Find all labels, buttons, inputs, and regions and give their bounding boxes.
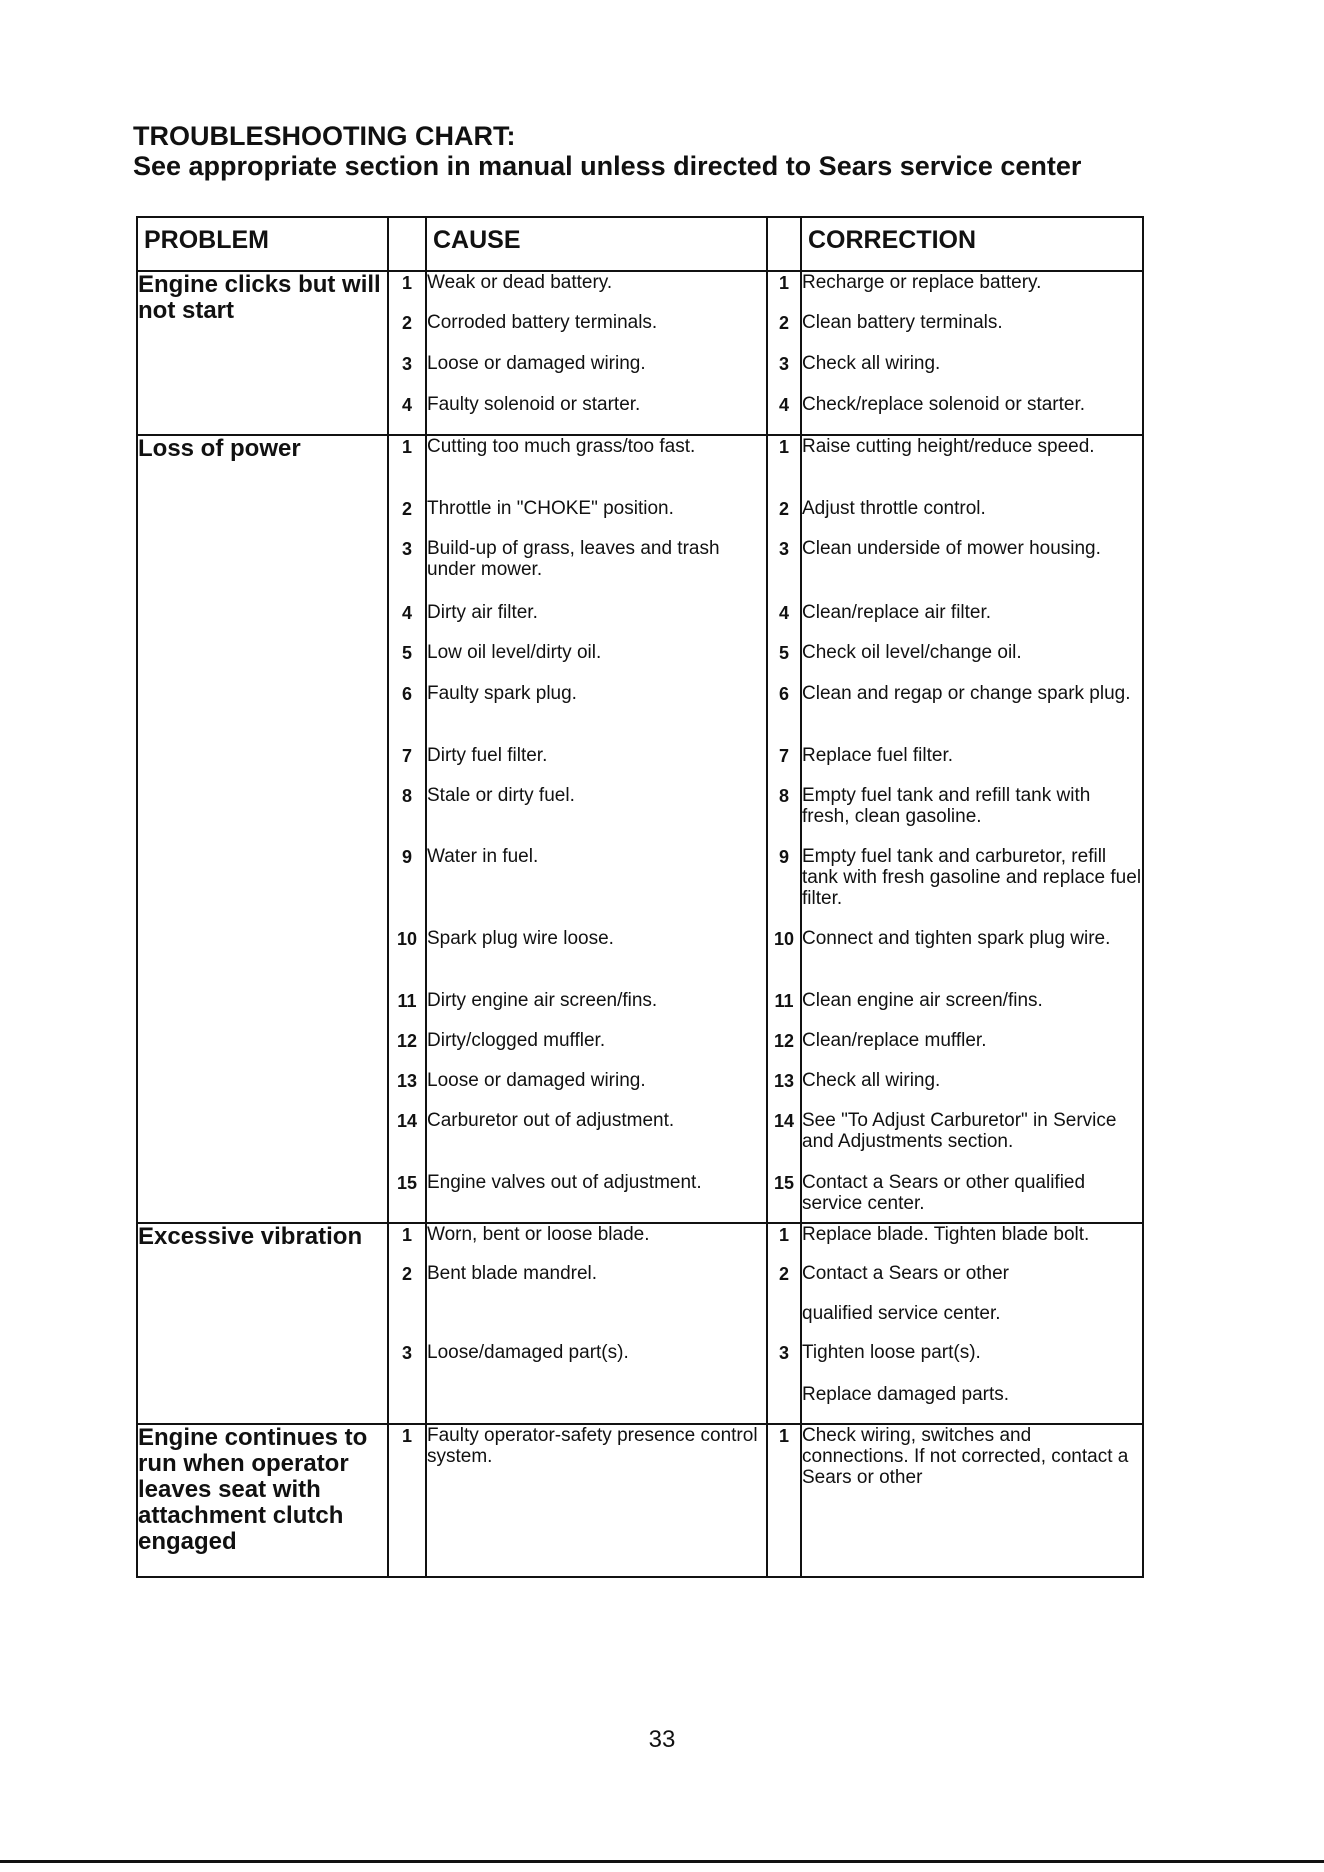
cause-cell: Build-up of grass, leaves and trash under mower. (426, 538, 767, 602)
cause-number-cell: 15 (388, 1172, 426, 1223)
correction-number-cell (767, 1303, 801, 1342)
correction-cell: Check oil level/change oil. (801, 642, 1143, 683)
cause-number-cell: 4 (388, 394, 426, 435)
page-subtitle: See appropriate section in manual unless directed to Sears service center (133, 151, 1082, 181)
correction-number-cell: 5 (767, 642, 801, 683)
correction-number-cell: 4 (767, 602, 801, 642)
table-row (137, 1424, 1143, 1577)
cause-number-column-header (388, 217, 426, 271)
correction-cell: Clean/replace air filter. (801, 602, 1143, 642)
correction-cell: Clean engine air screen/fins. (801, 990, 1143, 1030)
table-body (137, 271, 1143, 1577)
cause-column-header: CAUSE (426, 217, 767, 271)
cause-number-cell: 2 (388, 498, 426, 538)
correction-column-header: CORRECTION (801, 217, 1143, 271)
correction-number-cell: 15 (767, 1172, 801, 1223)
correction-cell: Check/replace solenoid or starter. (801, 394, 1143, 435)
cause-number-cell: 12 (388, 1030, 426, 1070)
cause-cell (426, 1384, 767, 1424)
cause-cell: Throttle in "CHOKE" position. (426, 498, 767, 538)
cause-cell: Engine valves out of adjustment. (426, 1172, 767, 1223)
problem-cell: Engine continues to run when operator leaves seat with attachment clutch engaged (137, 1424, 388, 1577)
cause-number-cell: 10 (388, 928, 426, 990)
correction-number-cell: 6 (767, 683, 801, 745)
correction-number-cell: 1 (767, 1223, 801, 1263)
cause-cell: Cutting too much grass/too fast. (426, 435, 767, 498)
cause-number-cell: 7 (388, 745, 426, 785)
correction-number-cell: 1 (767, 435, 801, 498)
correction-cell: See "To Adjust Carburetor" in Service and Adjustments section. (801, 1110, 1143, 1172)
correction-cell: Replace blade. Tighten blade bolt. (801, 1223, 1143, 1263)
cause-cell: Faulty solenoid or starter. (426, 394, 767, 435)
cause-cell: Worn, bent or loose blade. (426, 1223, 767, 1263)
correction-number-cell: 7 (767, 745, 801, 785)
correction-cell: Clean battery terminals. (801, 312, 1143, 353)
correction-number-cell: 3 (767, 1342, 801, 1384)
cause-cell: Loose or damaged wiring. (426, 1070, 767, 1110)
correction-cell: Clean/replace muffler. (801, 1030, 1143, 1070)
correction-number-cell: 13 (767, 1070, 801, 1110)
correction-number-cell: 12 (767, 1030, 801, 1070)
table-row (137, 1223, 1143, 1263)
correction-cell: Replace fuel filter. (801, 745, 1143, 785)
troubleshooting-table (136, 216, 1144, 1578)
cause-number-cell: 1 (388, 1424, 426, 1577)
cause-number-cell: 14 (388, 1110, 426, 1172)
cause-cell: Dirty air filter. (426, 602, 767, 642)
cause-number-cell: 8 (388, 785, 426, 846)
correction-cell: Check all wiring. (801, 353, 1143, 394)
cause-cell: Carburetor out of adjustment. (426, 1110, 767, 1172)
correction-number-cell: 4 (767, 394, 801, 435)
page-title: TROUBLESHOOTING CHART: (133, 121, 516, 151)
cause-number-cell: 9 (388, 846, 426, 928)
cause-cell (426, 1303, 767, 1342)
correction-number-cell: 2 (767, 312, 801, 353)
cause-number-cell (388, 1303, 426, 1342)
correction-number-cell: 11 (767, 990, 801, 1030)
cause-cell: Dirty engine air screen/fins. (426, 990, 767, 1030)
correction-cell: Contact a Sears or other (801, 1263, 1143, 1303)
correction-number-cell: 8 (767, 785, 801, 846)
cause-cell: Loose or damaged wiring. (426, 353, 767, 394)
cause-number-cell: 3 (388, 538, 426, 602)
cause-cell: Weak or dead battery. (426, 271, 767, 312)
table-header-row (137, 217, 1143, 271)
correction-cell: Replace damaged parts. (801, 1384, 1143, 1424)
cause-number-cell: 13 (388, 1070, 426, 1110)
cause-number-cell: 3 (388, 1342, 426, 1384)
correction-cell: Check all wiring. (801, 1070, 1143, 1110)
correction-cell: Connect and tighten spark plug wire. (801, 928, 1143, 990)
page-number: 33 (648, 1726, 676, 1753)
cause-number-cell: 1 (388, 271, 426, 312)
cause-cell: Spark plug wire loose. (426, 928, 767, 990)
table-row (137, 435, 1143, 498)
correction-cell: qualified service center. (801, 1303, 1143, 1342)
cause-number-cell: 3 (388, 353, 426, 394)
cause-number-cell: 5 (388, 642, 426, 683)
cause-number-cell (388, 1384, 426, 1424)
correction-cell: Adjust throttle control. (801, 498, 1143, 538)
correction-number-cell: 2 (767, 498, 801, 538)
correction-number-cell: 3 (767, 353, 801, 394)
problem-cell: Loss of power (137, 435, 388, 1223)
correction-number-cell: 1 (767, 1424, 801, 1577)
problem-column-header: PROBLEM (137, 217, 388, 271)
footer-rule (0, 1860, 1324, 1863)
correction-number-column-header (767, 217, 801, 271)
correction-cell: Clean and regap or change spark plug. (801, 683, 1143, 745)
cause-number-cell: 2 (388, 312, 426, 353)
correction-cell: Empty fuel tank and refill tank with fresh, clean gasoline. (801, 785, 1143, 846)
cause-cell: Low oil level/dirty oil. (426, 642, 767, 683)
correction-cell: Empty fuel tank and carburetor, refill tank with fresh gasoline and replace fuel filter. (801, 846, 1143, 928)
correction-number-cell: 9 (767, 846, 801, 928)
table-row (137, 271, 1143, 312)
correction-number-cell: 1 (767, 271, 801, 312)
correction-cell: Check wiring, switches and connections. If not corrected, contact a Sears or other (801, 1424, 1143, 1577)
cause-cell: Loose/damaged part(s). (426, 1342, 767, 1384)
cause-cell: Faulty operator-safety presence control system. (426, 1424, 767, 1577)
cause-cell: Stale or dirty fuel. (426, 785, 767, 846)
problem-cell: Engine clicks but will not start (137, 271, 388, 435)
correction-cell: Recharge or replace battery. (801, 271, 1143, 312)
cause-number-cell: 1 (388, 435, 426, 498)
cause-number-cell: 1 (388, 1223, 426, 1263)
cause-number-cell: 2 (388, 1263, 426, 1303)
correction-cell: Tighten loose part(s). (801, 1342, 1143, 1384)
cause-cell: Dirty/clogged muffler. (426, 1030, 767, 1070)
cause-cell: Water in fuel. (426, 846, 767, 928)
cause-cell: Faulty spark plug. (426, 683, 767, 745)
correction-cell: Contact a Sears or other qualified service center. (801, 1172, 1143, 1223)
correction-cell: Raise cutting height/reduce speed. (801, 435, 1143, 498)
correction-cell: Clean underside of mower housing. (801, 538, 1143, 602)
cause-number-cell: 4 (388, 602, 426, 642)
correction-number-cell: 3 (767, 538, 801, 602)
problem-cell: Excessive vibration (137, 1223, 388, 1424)
correction-number-cell (767, 1384, 801, 1424)
correction-number-cell: 10 (767, 928, 801, 990)
cause-cell: Bent blade mandrel. (426, 1263, 767, 1303)
cause-number-cell: 6 (388, 683, 426, 745)
correction-number-cell: 2 (767, 1263, 801, 1303)
cause-cell: Dirty fuel filter. (426, 745, 767, 785)
cause-number-cell: 11 (388, 990, 426, 1030)
cause-cell: Corroded battery terminals. (426, 312, 767, 353)
correction-number-cell: 14 (767, 1110, 801, 1172)
